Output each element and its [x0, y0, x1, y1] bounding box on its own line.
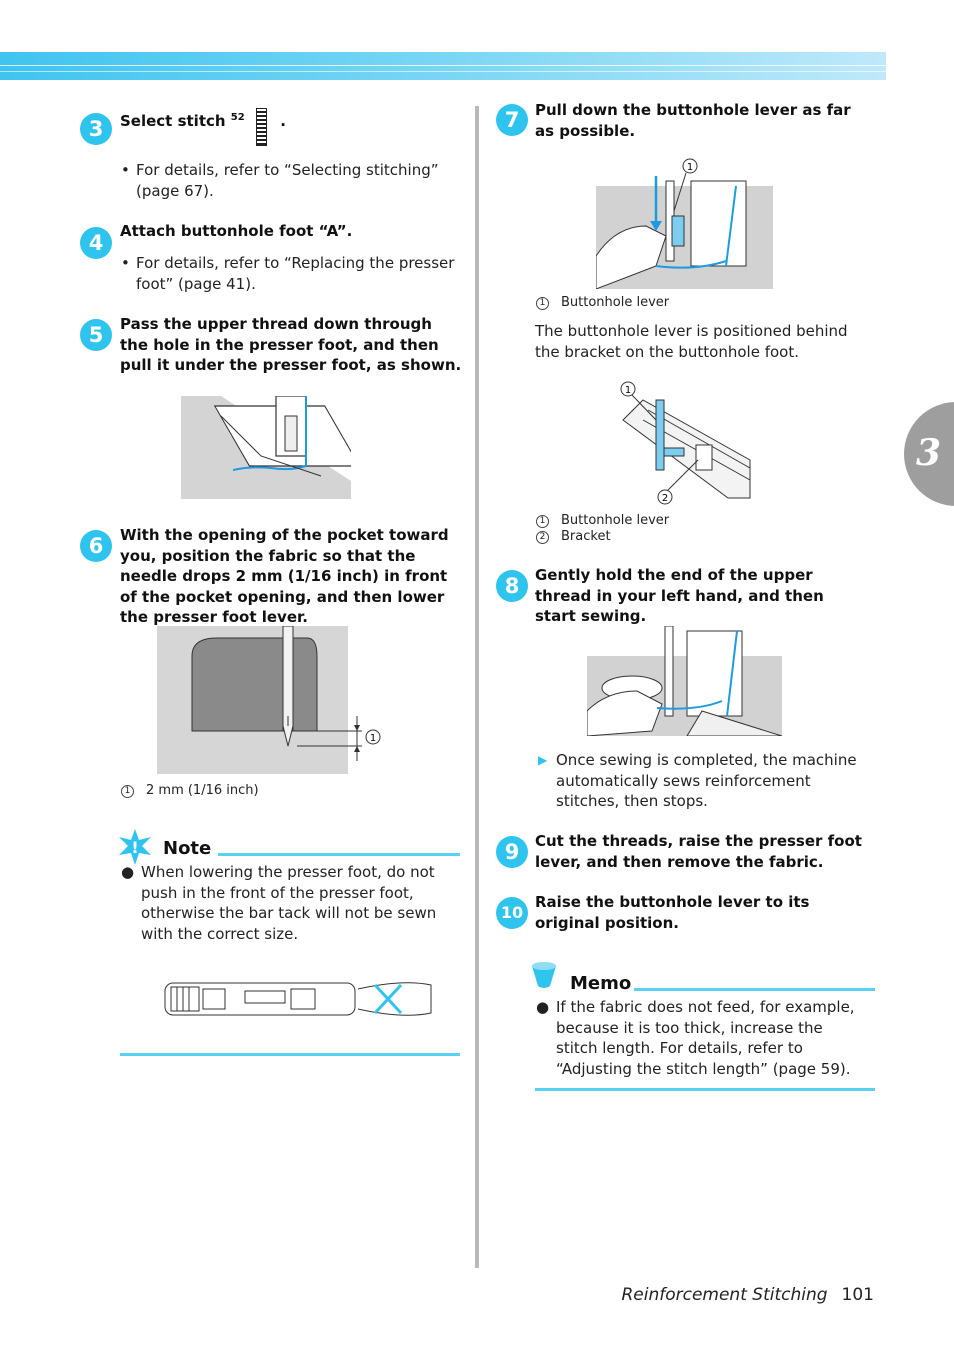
bullet-item: [121, 253, 461, 294]
result-item: [538, 750, 868, 812]
callout-number: 1: [536, 515, 549, 528]
start-sewing-illustration: [587, 626, 782, 736]
step-number: 9: [496, 836, 528, 868]
step-heading: [120, 108, 286, 146]
caption-text: Buttonhole lever: [561, 295, 670, 310]
note-label: Note: [163, 838, 212, 859]
step-number: 3: [80, 113, 112, 145]
figure-caption: [536, 295, 669, 310]
buttonhole-lever-pull-illustration: [596, 156, 773, 289]
step-number: 6: [80, 530, 112, 562]
svg-text:!: !: [131, 838, 139, 857]
callout-number: 1: [536, 297, 549, 310]
presser-foot-thread-illustration: [181, 396, 351, 499]
result-text: Once sewing is completed, the machine automatically sews reinforcement stitches, then stops.: [556, 751, 857, 810]
step-heading: Attach buttonhole foot “A”.: [120, 222, 353, 240]
memo-top-rule: [634, 988, 875, 991]
column-divider: [475, 106, 479, 1268]
page-number: 101: [841, 1285, 874, 1305]
note-bottom-rule: [120, 1053, 460, 1056]
figure-caption: [121, 783, 259, 798]
figure-caption: [536, 529, 611, 544]
bullet-text: For details, refer to “Selecting stitching” (page 67).: [136, 161, 439, 200]
stitch-number: 52: [230, 112, 245, 123]
note-top-rule: [218, 853, 460, 856]
buttonhole-lever-bracket-illustration: [618, 380, 752, 508]
note-icon: [117, 829, 153, 865]
needle-position-illustration: [157, 626, 387, 774]
callout-label: 1: [369, 733, 377, 744]
callout-number: 1: [121, 785, 134, 798]
presser-foot-warning-illustration: [163, 979, 435, 1021]
memo-item: [536, 997, 866, 1079]
memo-bottom-rule: [535, 1088, 875, 1091]
step-number: 10: [496, 897, 528, 929]
caption-text: Buttonhole lever: [561, 513, 670, 528]
stitch-icon: [256, 108, 267, 146]
caption-text: 2 mm (1/16 inch): [146, 783, 259, 798]
callout-number: 2: [536, 531, 549, 544]
figure-caption: [536, 513, 669, 528]
step-heading: Pull down the buttonhole lever as far as possible.: [535, 101, 851, 140]
bullet-text: For details, refer to “Replacing the presser foot” (page 41).: [136, 254, 455, 293]
step-number: 7: [496, 104, 528, 136]
footer-section-title: Reinforcement Stitching: [621, 1285, 828, 1305]
bullet-dot: •: [121, 161, 130, 179]
memo-bullet: ●: [536, 998, 550, 1016]
page-footer: [621, 1285, 874, 1305]
note-text: When lowering the presser foot, do not push in the front of the presser foot, otherwise the bar tack will not be sewn with the correct size.: [141, 863, 437, 943]
memo-text: If the fabric does not feed, for example, because it is too thick, increase the stitch length. For details, refer to “Adjusting the stitch length” (page 59).: [556, 998, 855, 1078]
step-number: 5: [80, 319, 112, 351]
note-item: [121, 862, 461, 944]
callout-label: 1: [686, 162, 694, 173]
chapter-tab: [904, 402, 954, 506]
chapter-number: 3: [916, 432, 942, 474]
callout-label: 1: [624, 385, 632, 396]
result-arrow-icon: ▶: [538, 753, 548, 767]
step-number: 4: [80, 227, 112, 259]
step-heading: Raise the buttonhole lever to its original position.: [535, 893, 810, 932]
step-title-end: .: [280, 112, 286, 130]
bullet-dot: •: [121, 254, 130, 272]
callout-label: 2: [661, 493, 669, 504]
memo-icon: [528, 960, 560, 992]
memo-label: Memo: [570, 973, 632, 994]
step-number: 8: [496, 570, 528, 602]
step-heading: With the opening of the pocket toward you, position the fabric so that the needle drops 2 mm (1/16 inch) in front of the pocket opening, and then lower the presser foot lever.: [120, 526, 449, 626]
caption-text: Bracket: [561, 529, 611, 544]
step-title: Select stitch: [120, 112, 226, 130]
note-bullet: ●: [121, 863, 135, 881]
header-band: [0, 52, 886, 80]
step-body-text: The buttonhole lever is positioned behind the bracket on the buttonhole foot.: [535, 322, 848, 361]
step-heading: Cut the threads, raise the presser foot lever, and then remove the fabric.: [535, 832, 862, 871]
bullet-item: [121, 160, 461, 201]
step-heading: Pass the upper thread down through the hole in the presser foot, and then pull it under the presser foot, as shown.: [120, 315, 462, 374]
step-heading: Gently hold the end of the upper thread in your left hand, and then start sewing.: [535, 566, 824, 625]
